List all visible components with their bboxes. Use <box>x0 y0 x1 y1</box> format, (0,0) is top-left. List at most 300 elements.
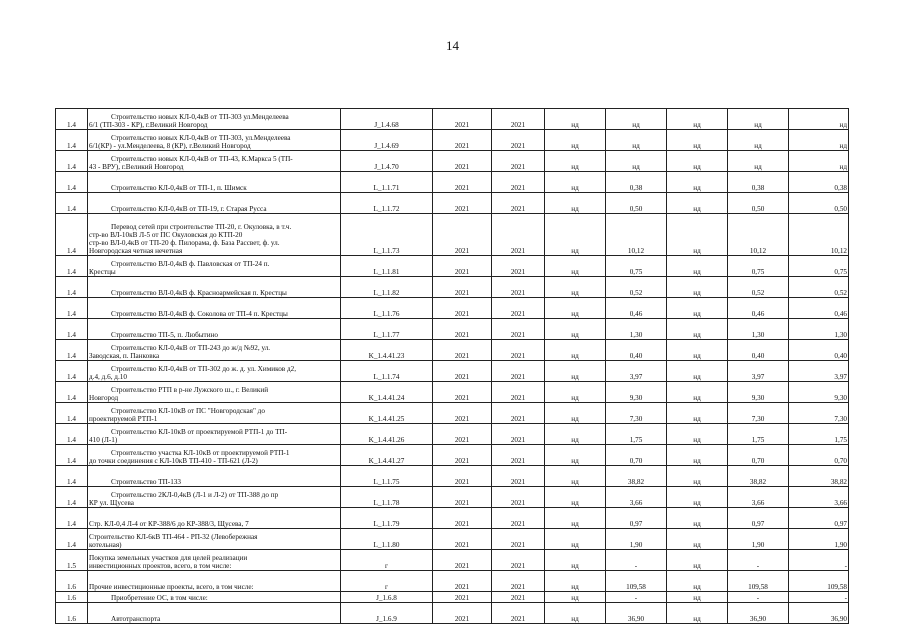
end-year: 2021 <box>492 466 545 487</box>
value-5: 3,66 <box>789 487 849 508</box>
end-year: 2021 <box>492 298 545 319</box>
row-number: 1.4 <box>56 256 88 277</box>
table-row <box>56 172 849 193</box>
value-1: нд <box>545 424 606 445</box>
row-number: 1.4 <box>56 382 88 403</box>
project-name-line: Новгород <box>89 393 119 402</box>
value-1: нд <box>545 277 606 298</box>
value-5: 109,58 <box>789 571 849 592</box>
project-name-line: Приобретение ОС, в том числе: <box>111 593 208 602</box>
row-number: 1.4 <box>56 466 88 487</box>
table-row <box>56 592 849 603</box>
start-year: 2021 <box>433 361 492 382</box>
table-row <box>56 424 849 445</box>
end-year: 2021 <box>492 361 545 382</box>
project-name <box>88 256 341 277</box>
value-2: - <box>606 592 667 603</box>
value-1: нд <box>545 130 606 151</box>
value-2: 109,58 <box>606 571 667 592</box>
value-3: нд <box>667 445 728 466</box>
row-number: 1.4 <box>56 529 88 550</box>
table-row <box>56 214 849 256</box>
project-code: K_1.4.41.25 <box>341 403 433 424</box>
value-1: нд <box>545 361 606 382</box>
project-name-line: Строительство ТП-5, п. Любытино <box>111 330 218 339</box>
value-5: 7,30 <box>789 403 849 424</box>
value-2: 3,66 <box>606 487 667 508</box>
value-3: нд <box>667 603 728 624</box>
table-row <box>56 508 849 529</box>
value-4: 7,30 <box>728 403 789 424</box>
value-2: 3,97 <box>606 361 667 382</box>
project-name-line: Строительство 2КЛ-0,4кВ (Л-1 и Л-2) от ТП-388 до пр <box>111 490 279 499</box>
project-code: L_1.1.79 <box>341 508 433 529</box>
project-name <box>88 172 341 193</box>
value-2: 0,52 <box>606 277 667 298</box>
project-name <box>88 508 341 529</box>
value-3: нд <box>667 361 728 382</box>
project-name-line: котельная) <box>89 540 122 549</box>
value-4: 0,97 <box>728 508 789 529</box>
row-number: 1.5 <box>56 550 88 571</box>
start-year: 2021 <box>433 603 492 624</box>
value-5: нд <box>789 151 849 172</box>
project-code: L_1.1.77 <box>341 319 433 340</box>
end-year: 2021 <box>492 445 545 466</box>
value-1: нд <box>545 508 606 529</box>
value-5: - <box>789 592 849 603</box>
row-number: 1.6 <box>56 571 88 592</box>
project-name-line: инвестиционных проектов, всего, в том числе: <box>89 561 232 570</box>
value-3: нд <box>667 298 728 319</box>
end-year: 2021 <box>492 550 545 571</box>
end-year: 2021 <box>492 214 545 256</box>
value-5: 0,52 <box>789 277 849 298</box>
table-row <box>56 256 849 277</box>
start-year: 2021 <box>433 466 492 487</box>
project-name-line: Строительство ТП-133 <box>111 477 181 486</box>
row-number: 1.4 <box>56 319 88 340</box>
row-number: 1.4 <box>56 298 88 319</box>
project-code: K_1.4.41.26 <box>341 424 433 445</box>
value-2: нд <box>606 130 667 151</box>
project-name-line: Строительство ВЛ-0,4кВ ф. Павловская от ТП-24 п. <box>111 259 270 268</box>
value-1: нд <box>545 319 606 340</box>
value-5: 38,82 <box>789 466 849 487</box>
project-name-line: Строительство новых КЛ-0,4кВ от ТП-43, К.Маркса 5 (ТП- <box>111 154 293 163</box>
project-name-line: Строительство КЛ-10кВ от проектируемой РТП-1 до ТП- <box>111 427 288 436</box>
value-4: 1,30 <box>728 319 789 340</box>
project-name <box>88 319 341 340</box>
value-5: 9,30 <box>789 382 849 403</box>
value-2: 0,40 <box>606 340 667 361</box>
value-3: нд <box>667 172 728 193</box>
project-name-line: Прочие инвестиционные проекты, всего, в том числе: <box>89 582 254 591</box>
start-year: 2021 <box>433 508 492 529</box>
end-year: 2021 <box>492 571 545 592</box>
value-2: 0,38 <box>606 172 667 193</box>
project-name <box>88 603 341 624</box>
value-3: нд <box>667 340 728 361</box>
value-4: 3,66 <box>728 487 789 508</box>
project-code: г <box>341 571 433 592</box>
table-row <box>56 340 849 361</box>
table-row <box>56 403 849 424</box>
end-year: 2021 <box>492 424 545 445</box>
table-row <box>56 571 849 592</box>
project-name-line: стр-во ВЛ-10кВ Л-5 от ПС Окуловская до КТП-20 <box>89 230 243 239</box>
project-code: J_1.4.70 <box>341 151 433 172</box>
row-number: 1.6 <box>56 592 88 603</box>
project-name <box>88 487 341 508</box>
start-year: 2021 <box>433 403 492 424</box>
project-name <box>88 445 341 466</box>
value-2: 1,30 <box>606 319 667 340</box>
project-code: J_1.4.68 <box>341 109 433 130</box>
project-name-line: Новгородская четная нечетная <box>89 246 183 255</box>
row-number: 1.4 <box>56 151 88 172</box>
page-number: 14 <box>446 38 459 53</box>
value-3: нд <box>667 151 728 172</box>
value-1: нд <box>545 550 606 571</box>
value-2: 0,50 <box>606 193 667 214</box>
project-code: J_1.6.9 <box>341 603 433 624</box>
project-name-line: 6/1(КР) - ул.Менделеева, 8 (КР), г.Великий Новгород <box>89 141 251 150</box>
row-number: 1.4 <box>56 508 88 529</box>
value-1: нд <box>545 592 606 603</box>
value-4: 0,70 <box>728 445 789 466</box>
value-1: нд <box>545 487 606 508</box>
value-5: 0,38 <box>789 172 849 193</box>
row-number: 1.4 <box>56 172 88 193</box>
value-2: 7,30 <box>606 403 667 424</box>
end-year: 2021 <box>492 382 545 403</box>
project-name-line: Стр. КЛ-0,4 Л-4 от КР-388/6 до КР-388/3, Щусева, 7 <box>89 519 249 528</box>
value-5: нд <box>789 130 849 151</box>
value-1: нд <box>545 529 606 550</box>
start-year: 2021 <box>433 487 492 508</box>
project-name <box>88 151 341 172</box>
project-code: L_1.1.80 <box>341 529 433 550</box>
value-4: - <box>728 550 789 571</box>
project-name-line: Крестцы <box>89 267 116 276</box>
value-3: нд <box>667 130 728 151</box>
table-row <box>56 529 849 550</box>
value-2: - <box>606 550 667 571</box>
end-year: 2021 <box>492 403 545 424</box>
start-year: 2021 <box>433 529 492 550</box>
table-row <box>56 151 849 172</box>
start-year: 2021 <box>433 382 492 403</box>
value-3: нд <box>667 487 728 508</box>
start-year: 2021 <box>433 424 492 445</box>
project-code: L_1.1.78 <box>341 487 433 508</box>
value-3: нд <box>667 256 728 277</box>
value-5: 10,12 <box>789 214 849 256</box>
value-1: нд <box>545 403 606 424</box>
value-4: 0,50 <box>728 193 789 214</box>
project-name-line: Строительство ВЛ-0,4кВ ф. Красноармейская п. Крестцы <box>111 288 287 297</box>
end-year: 2021 <box>492 603 545 624</box>
table-row <box>56 466 849 487</box>
start-year: 2021 <box>433 130 492 151</box>
end-year: 2021 <box>492 193 545 214</box>
start-year: 2021 <box>433 256 492 277</box>
end-year: 2021 <box>492 130 545 151</box>
end-year: 2021 <box>492 508 545 529</box>
project-name-line: до точки соединения с КЛ-10кВ ТП-410 - ТП-621 (Л-2) <box>89 456 258 465</box>
project-name-line: Автотранспорта <box>111 614 161 623</box>
project-code: L_1.1.72 <box>341 193 433 214</box>
project-name-line: Строительство КЛ-0,4кВ от ТП-302 до ж. д. ул. Химиков д2, <box>111 364 297 373</box>
value-4: 3,97 <box>728 361 789 382</box>
row-number: 1.4 <box>56 424 88 445</box>
value-1: нд <box>545 298 606 319</box>
value-5: - <box>789 550 849 571</box>
value-4: 10,12 <box>728 214 789 256</box>
value-5: 0,97 <box>789 508 849 529</box>
end-year: 2021 <box>492 319 545 340</box>
value-1: нд <box>545 340 606 361</box>
project-name-line: Строительство новых КЛ-0,4кВ от ТП-303, ул.Менделеева <box>111 133 291 142</box>
project-name <box>88 571 341 592</box>
value-2: 0,46 <box>606 298 667 319</box>
value-2: 36,90 <box>606 603 667 624</box>
value-1: нд <box>545 603 606 624</box>
value-4: - <box>728 592 789 603</box>
project-name-line: КР ул. Щусева <box>89 498 134 507</box>
project-name-line: 410 (Л-1) <box>89 435 118 444</box>
project-code: K_1.4.41.27 <box>341 445 433 466</box>
value-2: 9,30 <box>606 382 667 403</box>
value-2: 1,90 <box>606 529 667 550</box>
end-year: 2021 <box>492 256 545 277</box>
project-name <box>88 340 341 361</box>
value-1: нд <box>545 109 606 130</box>
value-3: нд <box>667 550 728 571</box>
project-name <box>88 382 341 403</box>
value-4: 1,75 <box>728 424 789 445</box>
project-name-line: проектируемой РТП-1 <box>89 414 158 423</box>
project-code: J_1.6.8 <box>341 592 433 603</box>
value-4: нд <box>728 109 789 130</box>
value-1: нд <box>545 256 606 277</box>
project-name <box>88 277 341 298</box>
value-3: нд <box>667 466 728 487</box>
project-code: L_1.1.81 <box>341 256 433 277</box>
value-3: нд <box>667 214 728 256</box>
project-name <box>88 109 341 130</box>
value-3: нд <box>667 319 728 340</box>
project-code: K_1.4.41.24 <box>341 382 433 403</box>
row-number: 1.6 <box>56 603 88 624</box>
start-year: 2021 <box>433 319 492 340</box>
value-1: нд <box>545 445 606 466</box>
project-name-line: Строительство ВЛ-0,4кВ ф. Соколова от ТП-4 п. Крестцы <box>111 309 288 318</box>
value-2: 0,70 <box>606 445 667 466</box>
project-code: K_1.4.41.23 <box>341 340 433 361</box>
project-name-line: Строительство КЛ-0,4кВ от ТП-1, п. Шимск <box>111 183 247 192</box>
value-5: 1,90 <box>789 529 849 550</box>
end-year: 2021 <box>492 340 545 361</box>
table-row <box>56 319 849 340</box>
project-name-line: Строительство участка КЛ-10кВ от проектируемой РТП-1 <box>111 448 290 457</box>
start-year: 2021 <box>433 214 492 256</box>
project-name <box>88 214 341 256</box>
row-number: 1.4 <box>56 109 88 130</box>
start-year: 2021 <box>433 592 492 603</box>
value-1: нд <box>545 214 606 256</box>
project-name-line: 43 - ВРУ), г.Великий Новгород <box>89 162 184 171</box>
end-year: 2021 <box>492 109 545 130</box>
start-year: 2021 <box>433 109 492 130</box>
table-row <box>56 193 849 214</box>
row-number: 1.4 <box>56 445 88 466</box>
table-row <box>56 487 849 508</box>
project-name-line: Строительство КЛ-6кВ ТП-464 - РП-32 (Левобережная <box>89 532 258 541</box>
row-number: 1.4 <box>56 130 88 151</box>
project-name <box>88 550 341 571</box>
end-year: 2021 <box>492 592 545 603</box>
value-5: нд <box>789 109 849 130</box>
project-name <box>88 361 341 382</box>
table-body <box>56 109 849 624</box>
value-2: 10,12 <box>606 214 667 256</box>
value-4: нд <box>728 130 789 151</box>
project-code: г <box>341 550 433 571</box>
table-row <box>56 550 849 571</box>
start-year: 2021 <box>433 193 492 214</box>
end-year: 2021 <box>492 487 545 508</box>
value-3: нд <box>667 403 728 424</box>
value-1: нд <box>545 382 606 403</box>
value-3: нд <box>667 193 728 214</box>
row-number: 1.4 <box>56 361 88 382</box>
project-name-line: Строительство новых КЛ-0,4кВ от ТП-303 ул.Менделеева <box>111 112 289 121</box>
value-2: 1,75 <box>606 424 667 445</box>
project-code: L_1.1.75 <box>341 466 433 487</box>
start-year: 2021 <box>433 172 492 193</box>
project-name <box>88 130 341 151</box>
start-year: 2021 <box>433 151 492 172</box>
project-code: L_1.1.76 <box>341 298 433 319</box>
value-3: нд <box>667 277 728 298</box>
value-5: 3,97 <box>789 361 849 382</box>
value-4: 38,82 <box>728 466 789 487</box>
project-name <box>88 403 341 424</box>
value-4: 36,90 <box>728 603 789 624</box>
project-name <box>88 466 341 487</box>
start-year: 2021 <box>433 340 492 361</box>
start-year: 2021 <box>433 277 492 298</box>
value-4: 0,46 <box>728 298 789 319</box>
project-name <box>88 193 341 214</box>
value-4: 0,75 <box>728 256 789 277</box>
table-row <box>56 298 849 319</box>
table-row <box>56 382 849 403</box>
value-5: 0,40 <box>789 340 849 361</box>
project-name-line: стр-во ВЛ-0,4кВ от ТП-20 ф. Пилорама, ф. База Рассвет, ф. ул. <box>89 238 280 247</box>
value-1: нд <box>545 172 606 193</box>
project-code: L_1.1.82 <box>341 277 433 298</box>
value-4: 109,58 <box>728 571 789 592</box>
start-year: 2021 <box>433 298 492 319</box>
project-code: L_1.1.71 <box>341 172 433 193</box>
start-year: 2021 <box>433 571 492 592</box>
value-4: нд <box>728 151 789 172</box>
value-2: 38,82 <box>606 466 667 487</box>
value-2: 0,75 <box>606 256 667 277</box>
project-code: L_1.1.74 <box>341 361 433 382</box>
value-4: 0,38 <box>728 172 789 193</box>
end-year: 2021 <box>492 529 545 550</box>
value-1: нд <box>545 193 606 214</box>
project-name-line: Строительство КЛ-0,4кВ от ТП-19, г. Старая Русса <box>111 204 267 213</box>
value-5: 0,75 <box>789 256 849 277</box>
project-name-line: Заводская, п. Панковка <box>89 351 160 360</box>
project-name <box>88 529 341 550</box>
project-code: L_1.1.73 <box>341 214 433 256</box>
value-3: нд <box>667 529 728 550</box>
table-row <box>56 361 849 382</box>
value-3: нд <box>667 424 728 445</box>
value-2: нд <box>606 109 667 130</box>
value-1: нд <box>545 151 606 172</box>
row-number: 1.4 <box>56 487 88 508</box>
row-number: 1.4 <box>56 193 88 214</box>
project-name-line: Строительство КЛ-10кВ от ПС "Новгородская" до <box>111 406 265 415</box>
end-year: 2021 <box>492 151 545 172</box>
value-4: 1,90 <box>728 529 789 550</box>
value-1: нд <box>545 466 606 487</box>
value-5: 0,46 <box>789 298 849 319</box>
value-3: нд <box>667 508 728 529</box>
table-row <box>56 603 849 624</box>
value-2: нд <box>606 151 667 172</box>
row-number: 1.4 <box>56 340 88 361</box>
table-row <box>56 130 849 151</box>
value-5: 1,75 <box>789 424 849 445</box>
project-name <box>88 424 341 445</box>
table-row <box>56 277 849 298</box>
project-name-line: Перевод сетей при строительстве ТП-20, г. Окуловка, в т.ч. <box>111 222 292 231</box>
start-year: 2021 <box>433 445 492 466</box>
value-4: 0,40 <box>728 340 789 361</box>
value-5: 1,30 <box>789 319 849 340</box>
project-name-line: 6/1 (ТП-303 - КР), г.Великий Новгород <box>89 120 208 129</box>
row-number: 1.4 <box>56 214 88 256</box>
value-3: нд <box>667 382 728 403</box>
value-5: 0,50 <box>789 193 849 214</box>
value-4: 9,30 <box>728 382 789 403</box>
value-3: нд <box>667 571 728 592</box>
investment-table <box>55 108 849 624</box>
value-2: 0,97 <box>606 508 667 529</box>
start-year: 2021 <box>433 550 492 571</box>
value-5: 0,70 <box>789 445 849 466</box>
value-1: нд <box>545 571 606 592</box>
table-row <box>56 445 849 466</box>
value-3: нд <box>667 109 728 130</box>
project-name <box>88 592 341 603</box>
value-3: нд <box>667 592 728 603</box>
table-row <box>56 109 849 130</box>
end-year: 2021 <box>492 172 545 193</box>
project-name-line: Покупка земельных участков для целей реализации <box>89 553 248 562</box>
row-number: 1.4 <box>56 277 88 298</box>
value-4: 0,52 <box>728 277 789 298</box>
value-5: 36,90 <box>789 603 849 624</box>
